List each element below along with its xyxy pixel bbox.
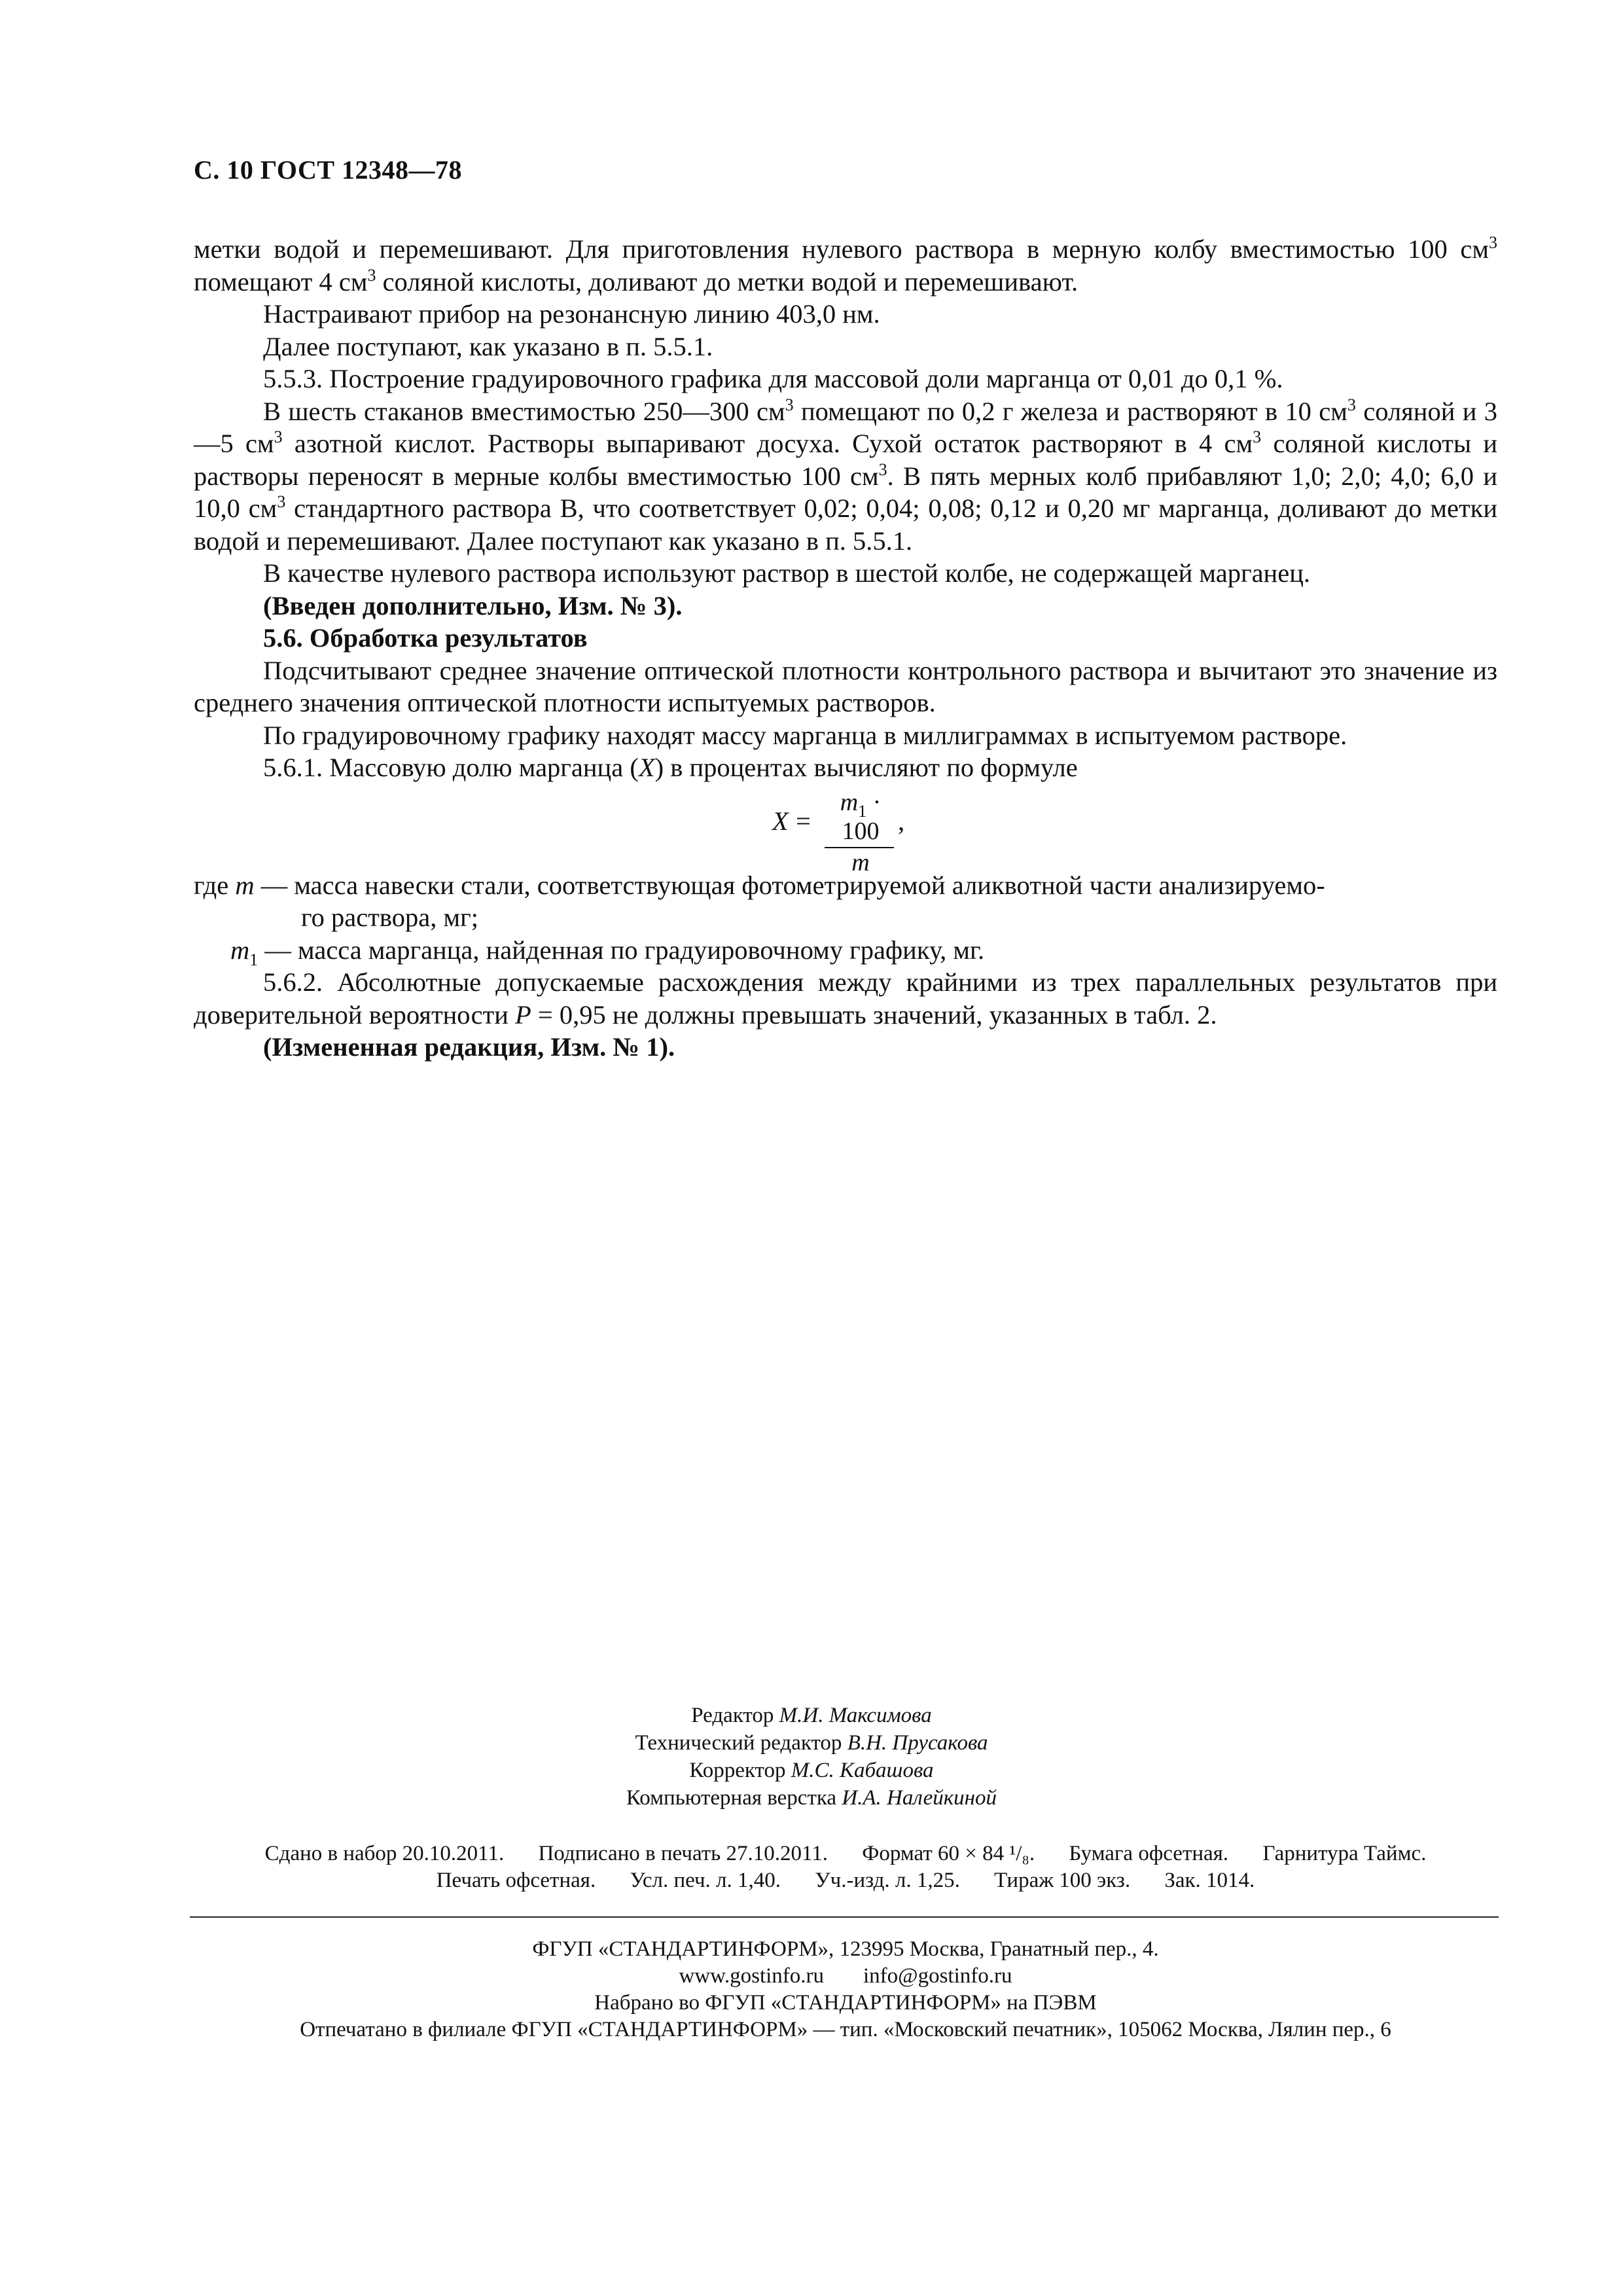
credit-proofreader: Корректор М.С. Кабашова — [689, 1759, 934, 1782]
credit-layout: Компьютерная верстка И.А. Налейкиной — [626, 1786, 997, 1810]
paragraph-proceed: Далее поступают, как указано в п. 5.5.1. — [263, 331, 713, 361]
amendment-note-3: (Введен дополнительно, Изм. № 3). — [263, 590, 683, 620]
formula-numerator: $m_1 \cdot 100$ — [840, 788, 882, 845]
publisher-email: info@gostinfo.ru — [863, 1964, 1012, 1988]
publisher-contacts — [194, 1963, 1497, 1990]
formula-comma: , — [898, 806, 905, 836]
formula-denominator: m — [851, 848, 870, 876]
definition-m-continued: го раствора, мг; — [301, 903, 478, 932]
paragraph-six-beakers: В шесть стаканов вместимостью 250—300 $см^3$ помещают по 0,2 г железа и растворяют в 10 $см^3$ соляной и 3—5 $см^3$ азотной кислот. Растворы выпаривают досуха. Сухой остаток растворяют в 4 $см^3$ соляной кислоты и растворы переносят в мерные колбы вместимостью 100 $см^3$. В пять мерных колб прибавляют 1,0; 2,0; 4,0; 6,0 и 10,0 $см^3$ стандартного раствора В, что соответствует 0,02; 0,04; 0,08; 0,12 и 0,20 мг марганца, доливают до метки водой и перемешивают. Далее поступают как указано в п. 5.5.1. — [194, 395, 1497, 556]
paragraph-tune-device: Настраивают прибор на резонансную линию 403,0 нм. — [263, 299, 880, 329]
credit-technical-editor: Технический редактор В.Н. Прусакова — [635, 1731, 988, 1755]
publisher-website: www.gostinfo.ru — [679, 1964, 825, 1988]
page-header: С. 10 ГОСТ 12348—78 — [194, 155, 463, 185]
paragraph-5-6-1: 5.6.1. Массовую долю марганца (X) в процентах вычисляют по формуле — [263, 753, 1078, 782]
paragraph-5-6-2: 5.6.2. Абсолютные допускаемые расхождения между крайними из трех параллельных результатов при доверительной вероятности P = 0,95 не должны превышать значений, указанных в табл. 2. — [194, 967, 1497, 1030]
formula-fraction — [825, 788, 897, 877]
section-heading-5-6: 5.6. Обработка результатов — [263, 623, 588, 653]
formula-lhs: X — [772, 806, 789, 836]
paragraph-blank-solution: В качестве нулевого раствора используют раствор в шестой колбе, не содержащей марганец. — [263, 558, 1311, 588]
imprint-line-1: Сдано в набор 20.10.2011. Подписано в печать 27.10.2011. Формат 60 × 84 ¹/₈. Бумага офсетная. Гарнитура Таймс. — [264, 1842, 1427, 1865]
definition-m: где m — масса навески стали, соответствующая фотометрируемой аликвотной части анализируемо- — [194, 870, 1325, 900]
mass-fraction-formula — [194, 788, 1497, 876]
editorial-credits — [0, 1702, 1623, 1812]
typeset-note: Набрано во ФГУП «СТАНДАРТИНФОРМ» на ПЭВМ — [594, 1991, 1097, 2015]
paragraph-calibration-graph: По градуировочному графику находят массу марганца в миллиграммах в испытуемом растворе. — [263, 720, 1347, 750]
formula-equals: = — [796, 806, 811, 836]
definition-m1: $m_1$ — масса марганца, найденная по градуировочному графику, мг. — [230, 935, 985, 969]
print-imprint — [194, 1840, 1497, 1894]
publisher-info — [194, 1936, 1497, 2043]
document-body — [194, 233, 1497, 1064]
printed-note: Отпечатано в филиале ФГУП «СТАНДАРТИНФОРМ» — тип. «Московский печатник», 105062 Москва, Лялин пер., 6 — [300, 2018, 1391, 2041]
paragraph-optical-density: Подсчитывают среднее значение оптической плотности контрольного раствора и вычитают это значение из среднего значения оптической плотности испытуемых растворов. — [194, 655, 1497, 717]
paragraph-flask-blank: метки водой и перемешивают. Для приготовления нулевого раствора в мерную колбу вместимостью 100 $см^3$ помещают 4 $см^3$ соляной кислоты, доливают до метки водой и перемешивают. — [194, 233, 1497, 296]
paragraph-5-5-3: 5.5.3. Построение градуировочного графика для массовой доли марганца от 0,01 до 0,1 %. — [263, 364, 1283, 393]
amendment-note-1: (Измененная редакция, Изм. № 1). — [263, 1032, 675, 1062]
credit-editor: Редактор М.И. Максимова — [691, 1704, 932, 1727]
publisher-address: ФГУП «СТАНДАРТИНФОРМ», 123995 Москва, Гранатный пер., 4. — [532, 1937, 1159, 1961]
horizontal-divider — [190, 1916, 1499, 1918]
imprint-line-2: Печать офсетная. Усл. печ. л. 1,40. Уч.-изд. л. 1,25. Тираж 100 экз. Зак. 1014. — [436, 1869, 1255, 1892]
